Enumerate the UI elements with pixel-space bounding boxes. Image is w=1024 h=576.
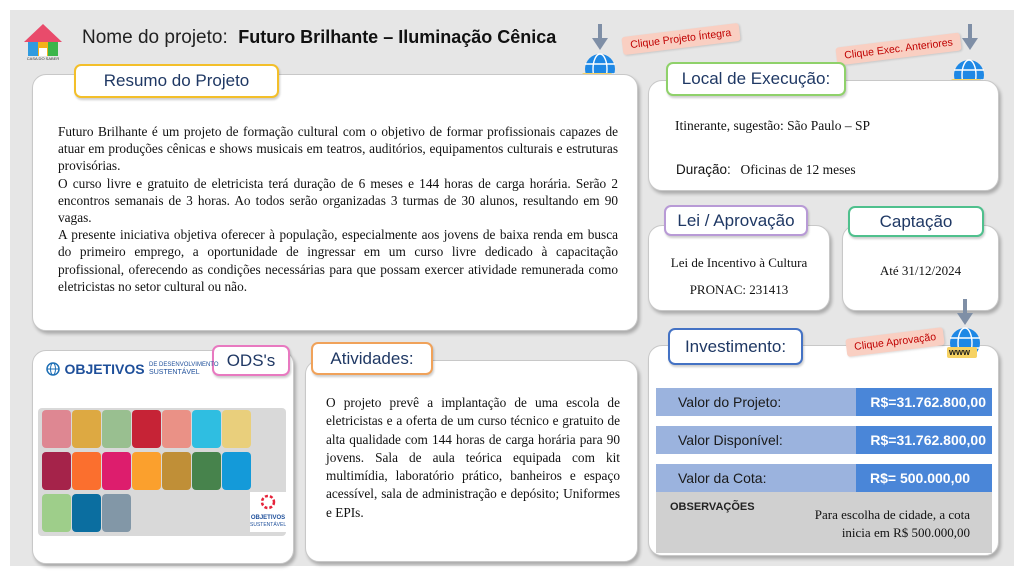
obs-line2: inicia em R$ 500.000,00 <box>841 525 970 540</box>
logo-caption: CASA DO SABER <box>26 56 60 61</box>
obs-label: OBSERVAÇÕES <box>670 501 755 513</box>
obs-line1: Para escolha de cidade, a cota <box>814 507 970 522</box>
investimento-tag: Investimento: <box>668 328 803 365</box>
sdg-tile <box>72 494 101 532</box>
sdg-tile <box>132 410 161 448</box>
sdg-tile <box>72 452 101 490</box>
note-aprovacao[interactable]: Clique Aprovação <box>845 327 945 357</box>
lei-line2: PRONAC: 231413 <box>689 282 789 297</box>
inv-label: Valor do Projeto: <box>656 388 856 416</box>
ods-logo <box>250 492 286 532</box>
ods-banner-sub <box>149 362 218 376</box>
sdg-tile <box>102 452 131 490</box>
sdg-tile <box>222 410 251 448</box>
inv-label: Valor Disponível: <box>656 426 856 454</box>
captacao-value: Até 31/12/2024 <box>879 263 962 278</box>
sdg-tile <box>192 410 221 448</box>
sdg-tile <box>222 452 251 490</box>
resumo-paragraph: A presente iniciativa objetiva oferecer à população, especialmente aos jovens de baixa renda em busca do primeiro emprego, a oportunidade de ingressar em um curso livre dedicado à capacitação profissional, oferecendo as condições necessárias para que possam exercer atividade remunerada como eletricistas no setor cultural ou não. <box>58 227 618 294</box>
project-title-label: Nome do projeto: <box>82 27 228 48</box>
un-globe-icon <box>46 362 60 376</box>
down-arrow-icon <box>962 24 978 50</box>
duration-label: Duração: <box>676 162 731 177</box>
inv-value: R$=31.762.800,00 <box>856 388 992 416</box>
ods-tag: ODS's <box>212 345 290 376</box>
sdg-tile <box>72 410 101 448</box>
down-arrow-icon <box>957 299 973 325</box>
resumo-text <box>58 123 618 295</box>
note-exec-anteriores[interactable]: Clique Exec. Anteriores <box>835 32 961 65</box>
resumo-tag: Resumo do Projeto <box>74 64 279 98</box>
sdg-tile <box>42 452 71 490</box>
atividades-tag: Atividades: <box>311 342 433 375</box>
ods-banner-main: OBJETIVOS <box>64 360 145 377</box>
globe-www-icon <box>946 326 984 364</box>
note-projeto-integra[interactable]: Clique Projeto Íntegra <box>621 23 740 55</box>
ods-tiles-grid <box>38 408 286 536</box>
local-location: Itinerante, sugestão: São Paulo – SP <box>675 118 870 133</box>
casa-logo <box>22 22 64 64</box>
sdg-tile <box>162 410 191 448</box>
lei-line1: Lei de Incentivo à Cultura <box>670 255 808 270</box>
project-title-name: Futuro Brilhante – Iluminação Cênica <box>238 27 557 47</box>
inv-label: Valor da Cota: <box>656 464 856 492</box>
sdg-tile <box>102 494 131 532</box>
sdg-tile <box>162 452 191 490</box>
inv-value: R$=31.762.800,00 <box>856 426 992 454</box>
resumo-paragraph: Futuro Brilhante é um projeto de formação cultural com o objetivo de formar profissionais capazes de atuar em produções cênicas e shows musicais em teatros, auditórios, equipamentos culturais e estruturas provisórias. <box>58 124 618 174</box>
down-arrow-icon <box>592 24 608 50</box>
ods-banner <box>46 360 219 378</box>
sdg-tile <box>42 410 71 448</box>
ods-logo-sub: SUSTENTÁVEL <box>250 522 287 528</box>
sdg-tile <box>132 452 161 490</box>
inv-row-projeto <box>656 388 992 416</box>
www-label: www <box>949 347 971 357</box>
www-link-aprovacao[interactable] <box>946 326 984 364</box>
captacao-tag: Captação <box>848 206 984 237</box>
resumo-paragraph: O curso livre e gratuito de eletricista terá duração de 6 meses e 144 horas de carga horária. Serão 2 encontros semanais de 3 horas. Ao todos serão organizadas 3 turmas de 30 alunos, resultando em 90 vagas. <box>58 175 618 226</box>
sdg-wheel-icon <box>260 494 276 510</box>
ods-banner-sub1: DE DESENVOLVIMENTO <box>149 361 219 368</box>
ods-logo-main: OBJETIVOS <box>250 515 286 521</box>
inv-row-disponivel <box>656 426 992 454</box>
inv-row-cota <box>656 464 992 492</box>
sdg-tile <box>192 452 221 490</box>
local-tag: Local de Execução: <box>666 62 846 96</box>
sdg-tile <box>102 410 131 448</box>
lei-tag: Lei / Aprovação <box>664 205 808 236</box>
ods-banner-sub2: SUSTENTÁVEL <box>149 368 200 376</box>
local-duration <box>676 162 856 178</box>
inv-value: R$= 500.000,00 <box>856 464 992 492</box>
duration-value: Oficinas de 12 meses <box>740 162 856 177</box>
atividades-text: O projeto prevê a implantação de uma escola de eletricistas e a oferta de um curso técnico e gratuito de alta qualidade com 144 horas de carga horária para 90 jovens. Sala de aula teórica equipada com kit multimídia, laboratório prático, banheiros e espaço acessível, sala de administração e depósito; Uniformes e EPIs. <box>326 395 620 520</box>
project-title <box>82 27 556 49</box>
sdg-tile <box>42 494 71 532</box>
